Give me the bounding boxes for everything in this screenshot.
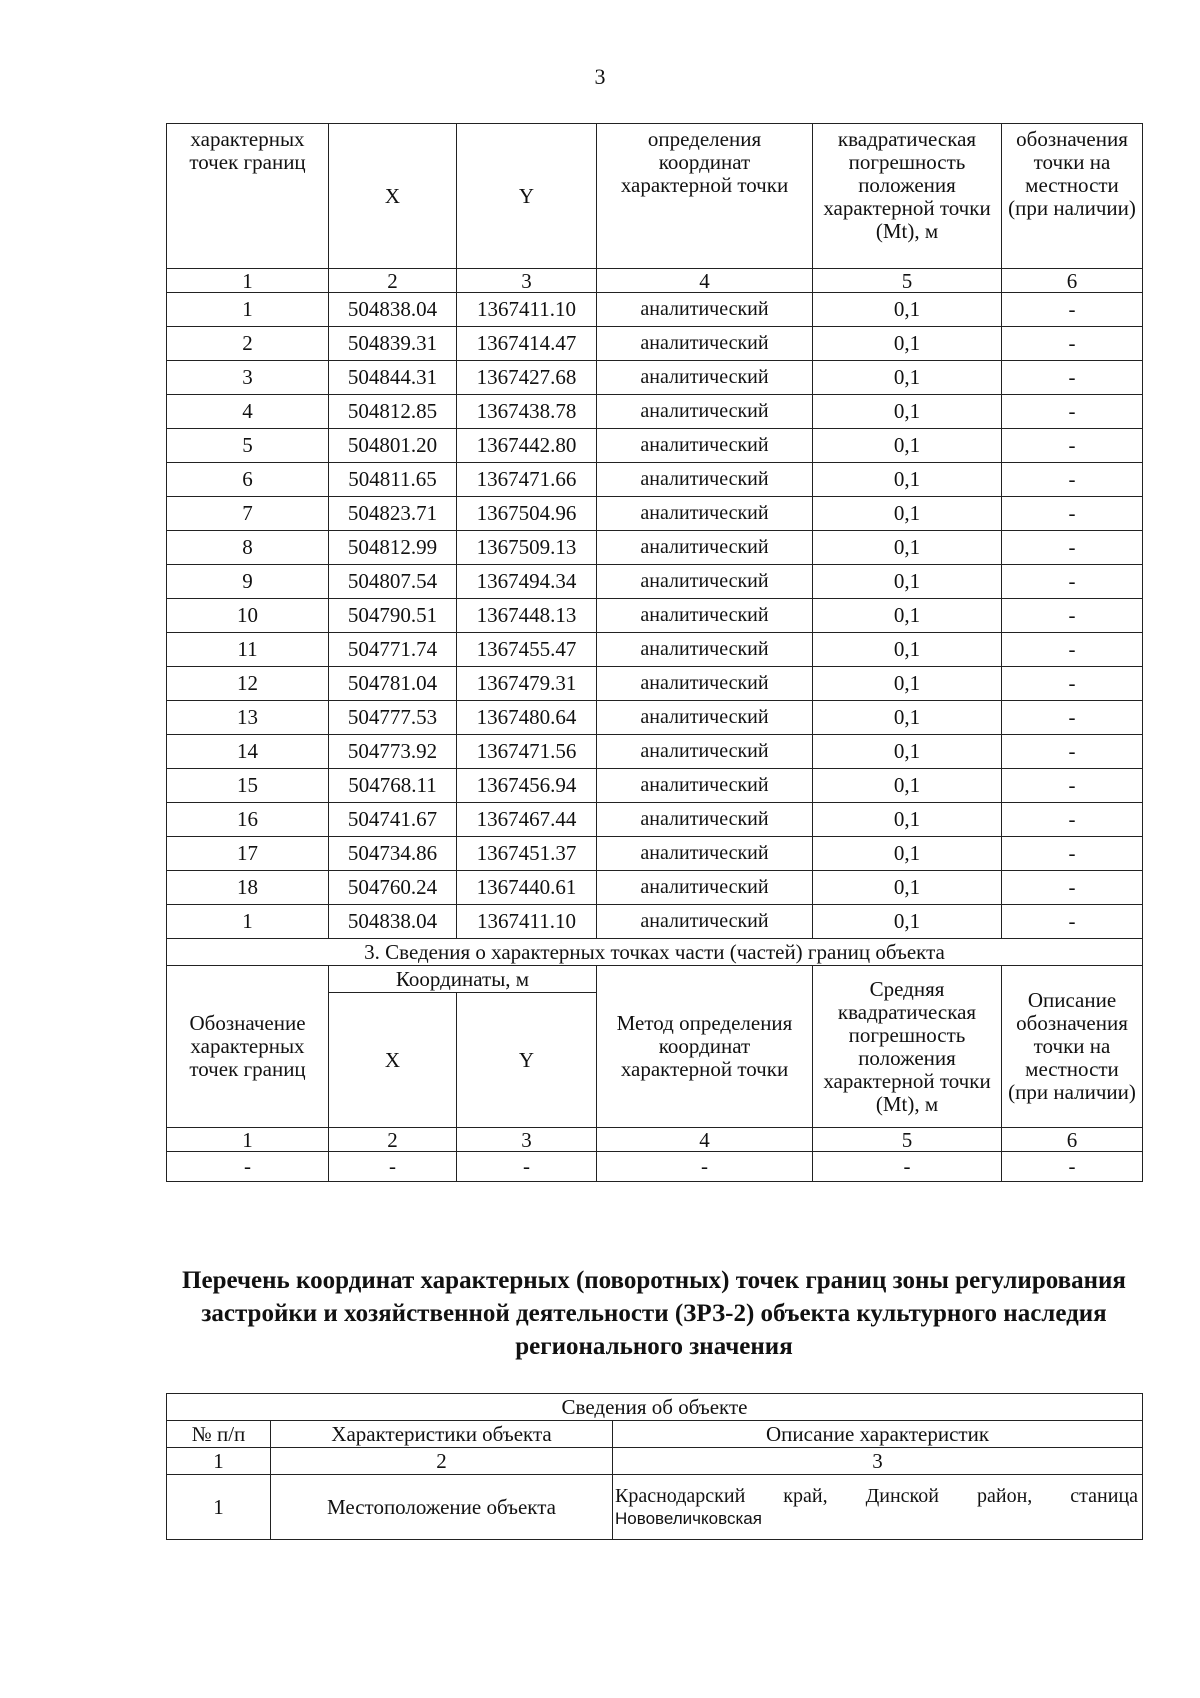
header-description: обозначения точки на местности (при наличии) [1002, 124, 1143, 269]
column-number: 4 [597, 269, 813, 293]
method: аналитический [597, 599, 813, 633]
point-description: - [1002, 769, 1143, 803]
coord-x: 504734.86 [329, 837, 457, 871]
page-number: 3 [594, 64, 606, 89]
column-number: 5 [813, 1128, 1002, 1152]
column-number: 3 [457, 269, 597, 293]
table-cell: - [457, 1152, 597, 1182]
coord-x: 504812.85 [329, 395, 457, 429]
point-description: - [1002, 327, 1143, 361]
point-description: - [1002, 565, 1143, 599]
table-row [167, 599, 1143, 633]
section3-header-row [167, 966, 1143, 993]
column-number: 3 [457, 1128, 597, 1152]
table-cell: - [167, 1152, 329, 1182]
accuracy: 0,1 [813, 395, 1002, 429]
table-row [167, 293, 1143, 327]
table-row [167, 769, 1143, 803]
point-description: - [1002, 735, 1143, 769]
section3-header-y: Y [457, 993, 597, 1128]
method: аналитический [597, 497, 813, 531]
method: аналитический [597, 565, 813, 599]
section3-header-accuracy: Средняя квадратическая погрешность положения характерной точки (Mt), м [813, 966, 1002, 1128]
coord-x: 504807.54 [329, 565, 457, 599]
coord-x: 504790.51 [329, 599, 457, 633]
coord-y: 1367427.68 [457, 361, 597, 395]
section3-header-point-designation: Обозначение характерных точек границ [167, 966, 329, 1128]
table-cell: - [1002, 1152, 1143, 1182]
coord-y: 1367467.44 [457, 803, 597, 837]
table-row [167, 429, 1143, 463]
method: аналитический [597, 293, 813, 327]
method: аналитический [597, 837, 813, 871]
column-number: 6 [1002, 1128, 1143, 1152]
method: аналитический [597, 361, 813, 395]
table-cell: - [597, 1152, 813, 1182]
point-designation: 9 [167, 565, 329, 599]
accuracy: 0,1 [813, 701, 1002, 735]
point-description: - [1002, 293, 1143, 327]
point-designation: 15 [167, 769, 329, 803]
point-designation: 17 [167, 837, 329, 871]
table-row [167, 395, 1143, 429]
location-line-2: Нововеличковская [615, 1509, 762, 1528]
header-characteristic: Характеристики объекта [271, 1421, 613, 1448]
point-designation: 4 [167, 395, 329, 429]
accuracy: 0,1 [813, 565, 1002, 599]
point-designation: 16 [167, 803, 329, 837]
method: аналитический [597, 769, 813, 803]
object-info-title: Сведения об объекте [167, 1394, 1143, 1421]
table-row [167, 633, 1143, 667]
column-number: 1 [167, 1448, 271, 1475]
accuracy: 0,1 [813, 293, 1002, 327]
accuracy: 0,1 [813, 361, 1002, 395]
coord-y: 1367438.78 [457, 395, 597, 429]
column-number: 1 [167, 1128, 329, 1152]
table-header-row [167, 124, 1143, 269]
section3-header-description: Описание обозначения точки на местности (при наличии) [1002, 966, 1143, 1128]
object-info-header-row [167, 1421, 1143, 1448]
column-number: 6 [1002, 269, 1143, 293]
point-description: - [1002, 701, 1143, 735]
method: аналитический [597, 633, 813, 667]
method: аналитический [597, 871, 813, 905]
column-number: 5 [813, 269, 1002, 293]
coord-y: 1367494.34 [457, 565, 597, 599]
column-number: 4 [597, 1128, 813, 1152]
table-row [167, 531, 1143, 565]
point-designation: 2 [167, 327, 329, 361]
point-designation: 13 [167, 701, 329, 735]
accuracy: 0,1 [813, 735, 1002, 769]
point-designation: 11 [167, 633, 329, 667]
header-y: Y [457, 124, 597, 269]
point-description: - [1002, 905, 1143, 939]
table-row [167, 803, 1143, 837]
coord-x: 504741.67 [329, 803, 457, 837]
header-method: определения координат характерной точки [597, 124, 813, 269]
column-number: 2 [329, 1128, 457, 1152]
coord-y: 1367414.47 [457, 327, 597, 361]
section3-column-numbers-row [167, 1128, 1143, 1152]
accuracy: 0,1 [813, 497, 1002, 531]
method: аналитический [597, 803, 813, 837]
coordinates-table-body [167, 293, 1143, 939]
coord-x: 504768.11 [329, 769, 457, 803]
accuracy: 0,1 [813, 803, 1002, 837]
section3-title: 3. Сведения о характерных точках части (частей) границ объекта [167, 939, 1143, 966]
coord-x: 504773.92 [329, 735, 457, 769]
table-row [167, 565, 1143, 599]
point-description: - [1002, 361, 1143, 395]
coord-x: 504823.71 [329, 497, 457, 531]
coord-x: 504812.99 [329, 531, 457, 565]
object-info-numbers-row [167, 1448, 1143, 1475]
table-row [167, 463, 1143, 497]
section3-empty-row [167, 1152, 1143, 1182]
header-index: № п/п [167, 1421, 271, 1448]
method: аналитический [597, 735, 813, 769]
section3-header-coordinates: Координаты, м [329, 966, 597, 993]
table-row [167, 327, 1143, 361]
coord-y: 1367455.47 [457, 633, 597, 667]
header-x: X [329, 124, 457, 269]
accuracy: 0,1 [813, 599, 1002, 633]
method: аналитический [597, 327, 813, 361]
coord-y: 1367442.80 [457, 429, 597, 463]
point-designation: 6 [167, 463, 329, 497]
section3-header-method: Метод определения координат характерной точки [597, 966, 813, 1128]
accuracy: 0,1 [813, 327, 1002, 361]
accuracy: 0,1 [813, 837, 1002, 871]
method: аналитический [597, 463, 813, 497]
point-designation: 7 [167, 497, 329, 531]
coord-x: 504844.31 [329, 361, 457, 395]
point-description: - [1002, 429, 1143, 463]
coordinates-table [166, 123, 1143, 1182]
section3-title-row [167, 939, 1143, 966]
method: аналитический [597, 905, 813, 939]
header-characteristic-description: Описание характеристик [613, 1421, 1143, 1448]
point-description: - [1002, 395, 1143, 429]
point-description: - [1002, 803, 1143, 837]
table-row [167, 361, 1143, 395]
table-row [167, 905, 1143, 939]
column-number: 2 [329, 269, 457, 293]
coord-y: 1367456.94 [457, 769, 597, 803]
point-description: - [1002, 599, 1143, 633]
point-designation: 18 [167, 871, 329, 905]
point-designation: 5 [167, 429, 329, 463]
object-location-row [167, 1475, 1143, 1540]
point-designation: 12 [167, 667, 329, 701]
table-row [167, 497, 1143, 531]
point-description: - [1002, 633, 1143, 667]
coord-x: 504781.04 [329, 667, 457, 701]
point-designation: 1 [167, 905, 329, 939]
coord-x: 504838.04 [329, 905, 457, 939]
accuracy: 0,1 [813, 429, 1002, 463]
point-designation: 14 [167, 735, 329, 769]
method: аналитический [597, 701, 813, 735]
header-accuracy: квадратическая погрешность положения характерной точки (Mt), м [813, 124, 1002, 269]
coord-y: 1367509.13 [457, 531, 597, 565]
coord-y: 1367440.61 [457, 871, 597, 905]
point-description: - [1002, 463, 1143, 497]
accuracy: 0,1 [813, 667, 1002, 701]
coord-x: 504839.31 [329, 327, 457, 361]
coord-y: 1367504.96 [457, 497, 597, 531]
point-designation: 10 [167, 599, 329, 633]
column-numbers-row [167, 269, 1143, 293]
object-info-title-row [167, 1394, 1143, 1421]
table-row [167, 735, 1143, 769]
point-designation: 3 [167, 361, 329, 395]
accuracy: 0,1 [813, 871, 1002, 905]
coord-y: 1367448.13 [457, 599, 597, 633]
coord-y: 1367411.10 [457, 293, 597, 327]
point-designation: 1 [167, 293, 329, 327]
method: аналитический [597, 667, 813, 701]
coord-x: 504771.74 [329, 633, 457, 667]
point-description: - [1002, 531, 1143, 565]
coord-x: 504838.04 [329, 293, 457, 327]
accuracy: 0,1 [813, 633, 1002, 667]
method: аналитический [597, 395, 813, 429]
method: аналитический [597, 429, 813, 463]
coord-x: 504801.20 [329, 429, 457, 463]
coord-y: 1367471.56 [457, 735, 597, 769]
header-point-designation: характерных точек границ [167, 124, 329, 269]
object-info-table [166, 1393, 1143, 1540]
characteristic-description [613, 1475, 1143, 1540]
coord-y: 1367480.64 [457, 701, 597, 735]
accuracy: 0,1 [813, 905, 1002, 939]
coord-x: 504777.53 [329, 701, 457, 735]
accuracy: 0,1 [813, 531, 1002, 565]
column-number: 2 [271, 1448, 613, 1475]
characteristic-name: Местоположение объекта [271, 1475, 613, 1540]
method: аналитический [597, 531, 813, 565]
table-row [167, 871, 1143, 905]
table-row [167, 667, 1143, 701]
coord-y: 1367471.66 [457, 463, 597, 497]
point-description: - [1002, 667, 1143, 701]
location-line-1: Краснодарский край, Динской район, станица [615, 1485, 1139, 1507]
coord-y: 1367411.10 [457, 905, 597, 939]
point-description: - [1002, 871, 1143, 905]
column-number: 3 [613, 1448, 1143, 1475]
table-row [167, 837, 1143, 871]
point-designation: 8 [167, 531, 329, 565]
table-cell: - [329, 1152, 457, 1182]
coord-x: 504811.65 [329, 463, 457, 497]
accuracy: 0,1 [813, 463, 1002, 497]
table-cell: - [813, 1152, 1002, 1182]
section-heading: Перечень координат характерных (поворотных) точек границ зоны регулирования застройки и хозяйственной деятельности (ЗРЗ-2) объекта культурного наследия регионального значения [182, 1267, 1126, 1360]
coord-x: 504760.24 [329, 871, 457, 905]
accuracy: 0,1 [813, 769, 1002, 803]
section3-header-x: X [329, 993, 457, 1128]
point-description: - [1002, 497, 1143, 531]
coord-y: 1367451.37 [457, 837, 597, 871]
point-description: - [1002, 837, 1143, 871]
row-index: 1 [167, 1475, 271, 1540]
column-number: 1 [167, 269, 329, 293]
table-row [167, 701, 1143, 735]
coord-y: 1367479.31 [457, 667, 597, 701]
